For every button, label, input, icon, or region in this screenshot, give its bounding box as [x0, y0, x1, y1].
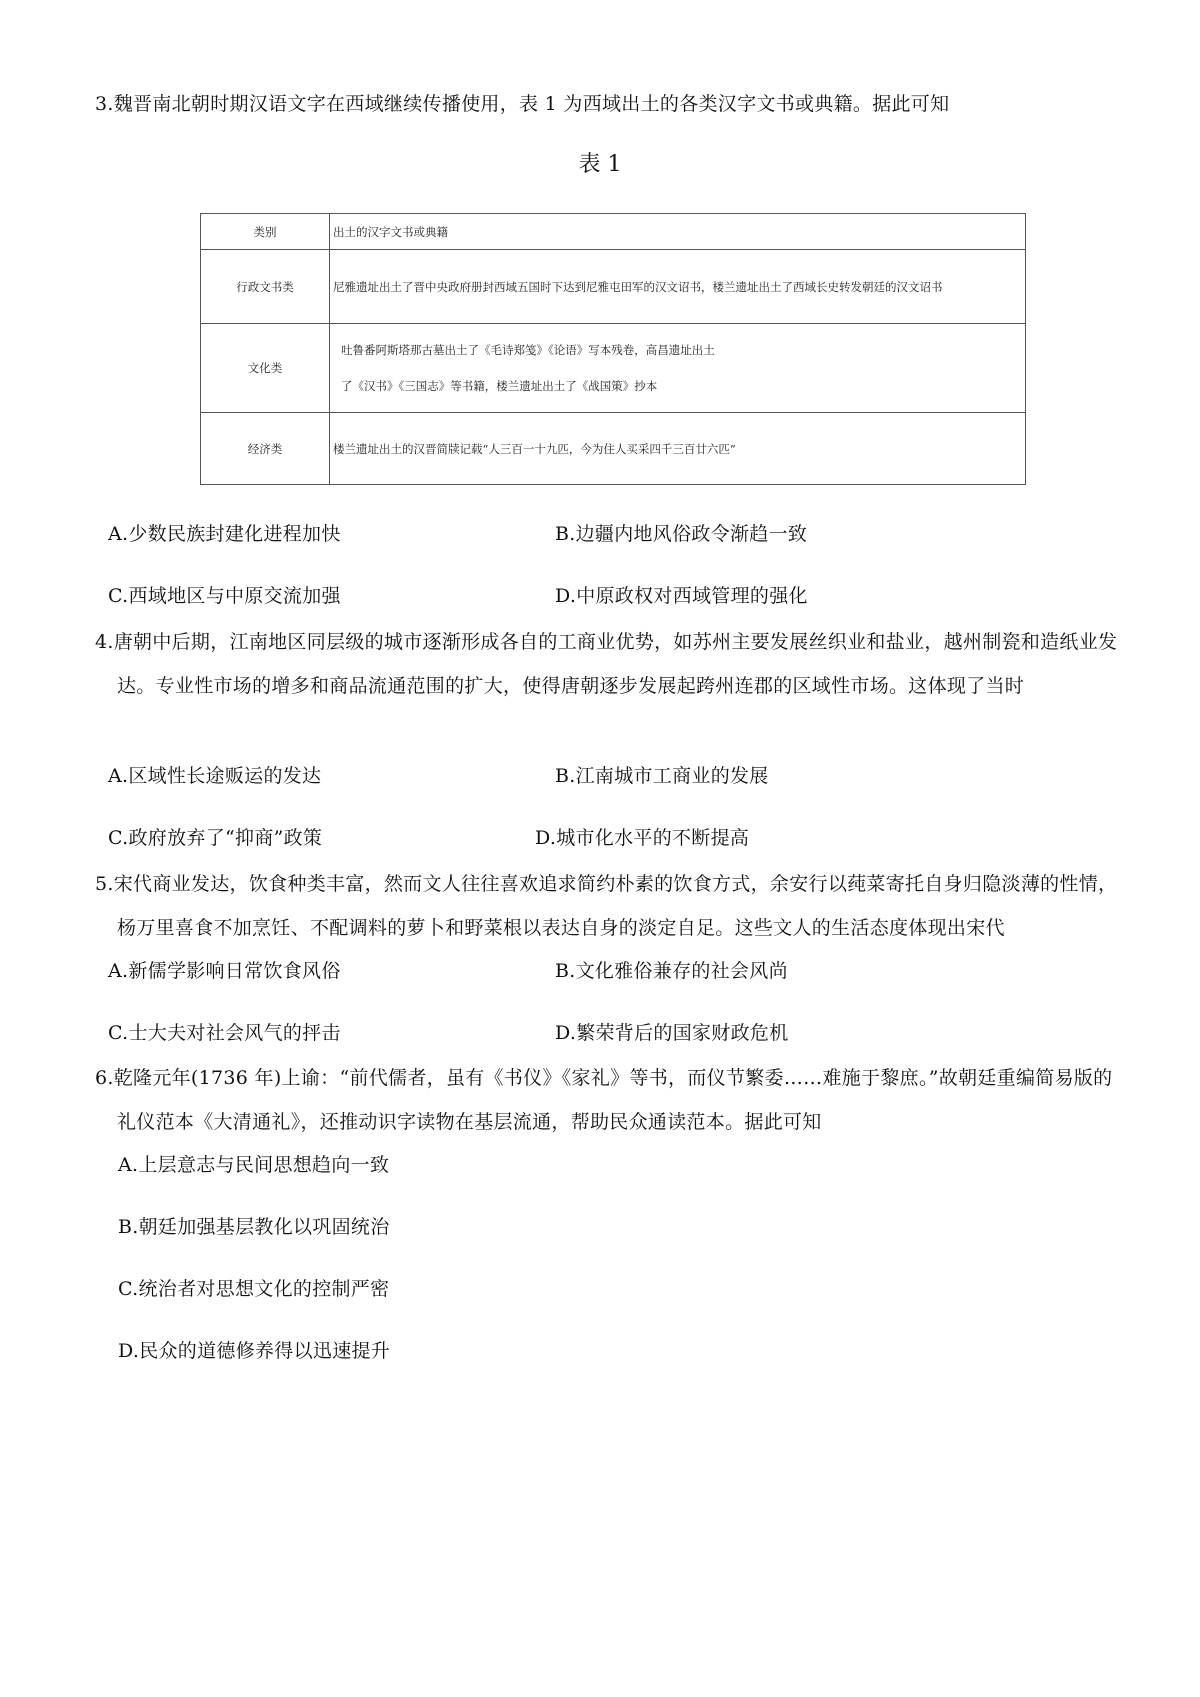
q4-option-c[interactable]: C.政府放弃了“抑商”政策 [108, 827, 323, 849]
q4-option-a[interactable]: A.区域性长途贩运的发达 [108, 765, 322, 787]
q3-option-b[interactable]: B.边疆内地风俗政令渐趋一致 [555, 523, 808, 545]
q6-stem: 6.乾隆元年(1736 年)上谕：“前代儒者，虽有《书仪》《家礼》等书，而仪节繁委……难施于黎庶。”故朝廷重编简易版的礼仪范本《大清通礼》，还推动识字读物在基层流通，帮助民众通读范本。据此可知 [95, 1067, 1113, 1133]
header-category: 类别 [201, 214, 330, 250]
q6-option-b[interactable]: B.朝廷加强基层教化以巩固统治 [118, 1216, 390, 1238]
table-title: 表 1 [578, 152, 622, 177]
header-content: 出土的汉字文书或典籍 [330, 214, 1026, 250]
q6-option-a[interactable]: A.上层意志与民间思想趋向一致 [118, 1154, 390, 1176]
row-category: 行政文书类 [201, 250, 330, 324]
q6-option-d[interactable]: D.民众的道德修养得以迅速提升 [118, 1340, 391, 1362]
q4-option-d[interactable]: D.城市化水平的不断提高 [535, 827, 750, 849]
q5-option-a[interactable]: A.新儒学影响日常饮食风俗 [108, 960, 341, 982]
q3-option-a[interactable]: A.少数民族封建化进程加快 [108, 523, 341, 545]
table-header-row [201, 214, 1026, 250]
row-content-line-2: 了《汉书》《三国志》等书籍，楼兰遗址出土了《战国策》抄本 [341, 379, 658, 393]
q6-option-c[interactable]: C.统治者对思想文化的控制严密 [118, 1278, 390, 1300]
excavated-documents-table [200, 213, 1026, 485]
q4-stem: 4.唐朝中后期，江南地区同层级的城市逐渐形成各自的工商业优势，如苏州主要发展丝织业和盐业，越州制瓷和造纸业发达。专业性市场的增多和商品流通范围的扩大，使得唐朝逐步发展起跨州连郡的区域性市场。这体现了当时 [95, 631, 1118, 697]
table-row-economy [201, 413, 1026, 485]
row-content: 尼雅遗址出土了晋中央政府册封西域五国时下达到尼雅屯田军的汉文诏书，楼兰遗址出土了西域长史转发朝廷的汉文诏书 [330, 250, 1026, 324]
row-category: 经济类 [201, 413, 330, 485]
q5-stem: 5.宋代商业发达，饮食种类丰富，然而文人往往喜欢追求简约朴素的饮食方式，余安行以莼菜寄托自身归隐淡薄的性情，杨万里喜食不加烹饪、不配调料的萝卜和野菜根以表达自身的淡定自足。这些文人的生活态度体现出宋代 [95, 873, 1118, 939]
row-category: 文化类 [201, 324, 330, 413]
q4-option-b[interactable]: B.江南城市工商业的发展 [555, 765, 769, 787]
row-content-line-1: 吐鲁番阿斯塔那古墓出土了《毛诗郑笺》《论语》写本残卷，高昌遗址出土 [341, 343, 715, 357]
row-content: 楼兰遗址出土的汉晋简牍记载“人三百一十九匹，今为住人买采四千三百廿六匹” [330, 413, 1026, 485]
q5-option-b[interactable]: B.文化雅俗兼存的社会风尚 [555, 960, 788, 982]
table-row-administrative [201, 250, 1026, 324]
q5-option-d[interactable]: D.繁荣背后的国家财政危机 [555, 1022, 789, 1044]
q5-option-c[interactable]: C.士大夫对社会风气的抨击 [108, 1022, 341, 1044]
row-content [330, 324, 1026, 413]
q3-option-d[interactable]: D.中原政权对西域管理的强化 [555, 585, 808, 607]
q3-option-c[interactable]: C.西域地区与中原交流加强 [108, 585, 341, 607]
q3-stem: 3.魏晋南北朝时期汉语文字在西域继续传播使用，表 1 为西域出土的各类汉字文书或典籍。据此可知 [95, 93, 950, 115]
table-row-culture [201, 324, 1026, 413]
